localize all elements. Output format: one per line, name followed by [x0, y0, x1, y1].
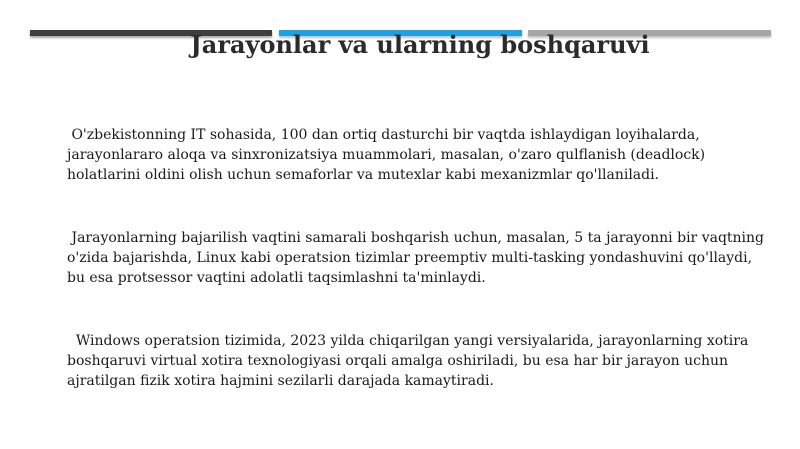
slide-title: Jarayonlar va ularning boshqaruvi — [190, 30, 650, 59]
paragraph-synchronization: O'zbekistonning IT sohasida, 100 dan ortiq dasturchi bir vaqtda ishlaydigan loyihalarda, jarayonlararo aloqa va sinxronizatsiya muammolari, masalan, o'zaro qulflanish (deadlock) holatlarini oldini olish uchun semaforlar va mutexlar kabi mexanizmlar qo'llaniladi. — [67, 127, 710, 183]
paragraph-scheduling: Jarayonlarning bajarilish vaqtini samarali boshqarish uchun, masalan, 5 ta jarayonni bir vaqtning o'zida bajarishda, Linux kabi operatsion tizimlar preemptiv multi-tasking yondashuvini qo'llaydi, bu esa protsessor vaqtini adolatli taqsimlashni ta'minlaydi. — [67, 230, 769, 286]
paragraph-memory-management: Windows operatsion tizimida, 2023 yilda chiqarilgan yangi versiyalarida, jarayonlarning xotira boshqaruvi virtual xotira texnologiyasi orqali amalga oshiriladi, bu esa har bir jarayon uchun ajratilgan fizik xotira hajmini sezilarli darajada kamaytiradi. — [67, 333, 753, 389]
